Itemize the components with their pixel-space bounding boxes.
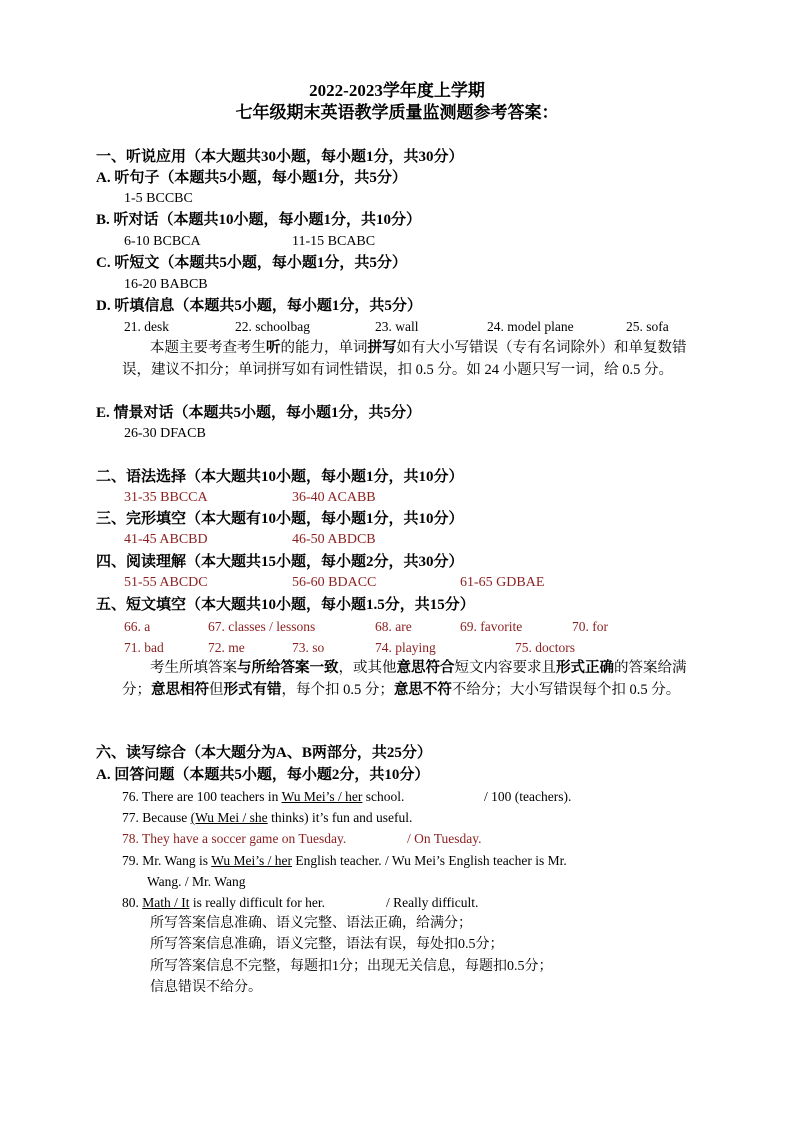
part1-b-answers-1: 6-10 BCBCA <box>124 234 201 249</box>
part6-heading: 六、读写综合（本大题分为A、B两部分，共25分） <box>96 745 432 761</box>
part5-item-69: 69. favorite <box>460 619 523 634</box>
scoring-rule-2: 所写答案信息准确，语义完整，语法有误，每处扣0.5分； <box>150 937 504 952</box>
part3-heading: 三、完形填空（本大题有10小题，每小题1分，共10分） <box>96 511 464 527</box>
scoring-rule-4: 信息错误不给分。 <box>150 980 262 995</box>
part1-d-item-24: 24. model plane <box>487 319 574 334</box>
part3-answers-1: 41-45 ABCBD <box>124 532 208 547</box>
answer-76-alt: / 100 (teachers). <box>484 789 572 804</box>
part5-note: 考生所填答案与所给答案一致，或其他意思符合短文内容要求且形式正确的答案给满分；意思相符但形式有错，每个扣 0.5 分；意思不符不给分；大小写错误每个扣 0.5 分。 <box>122 660 687 698</box>
part1-a-heading: A. 听句子（本题共5小题，每小题1分，共5分） <box>96 170 407 186</box>
part5-item-68: 68. are <box>375 619 412 634</box>
part6-a-heading: A. 回答问题（本题共5小题，每小题2分，共10分） <box>96 767 430 783</box>
part2-heading: 二、语法选择（本大题共10小题，每小题1分，共10分） <box>96 469 464 485</box>
answer-78-alt: / On Tuesday. <box>407 831 482 846</box>
part4-heading: 四、阅读理解（本大题共15小题，每小题2分，共30分） <box>96 554 464 570</box>
part1-d-item-21: 21. desk <box>124 319 169 334</box>
part1-e-heading: E. 情景对话（本题共5小题，每小题1分，共5分） <box>96 405 422 421</box>
part4-answers-3: 61-65 GDBAE <box>460 575 545 590</box>
scoring-rule-3: 所写答案信息不完整，每题扣1分；出现无关信息，每题扣0.5分； <box>150 959 553 974</box>
part1-e-answers: 26-30 DFACB <box>124 426 206 441</box>
part5-item-71: 71. bad <box>124 640 164 655</box>
answer-78: 78. They have a soccer game on Tuesday. <box>122 831 347 846</box>
answer-80-alt: / Really difficult. <box>386 895 479 910</box>
part1-heading: 一、听说应用（本大题共30小题，每小题1分，共30分） <box>96 149 464 165</box>
part1-b-answers-2: 11-15 BCABC <box>292 234 376 249</box>
answer-77: 77. Because (Wu Mei / she thinks) it’s fun and useful. <box>122 810 413 825</box>
part1-d-item-22: 22. schoolbag <box>235 319 310 334</box>
part5-item-66: 66. a <box>124 619 151 634</box>
part5-item-72: 72. me <box>208 640 245 655</box>
part5-item-75: 75. doctors <box>515 640 575 655</box>
part1-d-item-23: 23. wall <box>375 319 419 334</box>
part4-answers-1: 51-55 ABCDC <box>124 575 208 590</box>
answer-79: 79. Mr. Wang is Wu Mei’s / her English teacher. / Wu Mei’s English teacher is Mr. <box>122 853 567 868</box>
answer-79-line2: Wang. / Mr. Wang <box>147 874 246 889</box>
part4-answers-2: 56-60 BDACC <box>292 575 377 590</box>
part1-c-heading: C. 听短文（本题共5小题，每小题1分，共5分） <box>96 255 407 271</box>
scoring-rule-1: 所写答案信息准确、语义完整、语法正确，给满分； <box>150 916 472 931</box>
part5-item-73: 73. so <box>292 640 325 655</box>
part5-heading: 五、短文填空（本大题共10小题，每小题1.5分，共15分） <box>96 597 475 613</box>
part1-b-heading: B. 听对话（本题共10小题，每小题1分，共10分） <box>96 212 422 228</box>
part1-c-answers: 16-20 BABCB <box>124 277 208 292</box>
part1-a-answers: 1-5 BCCBC <box>124 191 193 206</box>
answer-76: 76. There are 100 teachers in Wu Mei’s / her school. <box>122 789 405 804</box>
part5-item-67: 67. classes / lessons <box>208 619 316 634</box>
part3-answers-2: 46-50 ABDCB <box>292 532 376 547</box>
part1-d-heading: D. 听填信息（本题共5小题，每小题1分，共5分） <box>96 298 422 314</box>
part2-answers-1: 31-35 BBCCA <box>124 490 208 505</box>
part1-d-item-25: 25. sofa <box>626 319 669 334</box>
part5-item-70: 70. for <box>572 619 608 634</box>
answer-80: 80. Math / It is really difficult for her. <box>122 895 325 910</box>
part2-answers-2: 36-40 ACABB <box>292 490 376 505</box>
title-line-2: 七年级期末英语教学质量监测题参考答案： <box>235 103 559 122</box>
part5-item-74: 74. playing <box>375 640 436 655</box>
title-line-1: 2022-2023学年度上学期 <box>309 81 485 100</box>
part1-d-note: 本题主要考查考生听的能力，单词拼写如有大小写错误（专有名词除外）和单复数错误，建议不扣分；单词拼写如有词性错误，扣 0.5 分。如 24 小题只写一词，给 0.5 分。 <box>122 340 687 378</box>
